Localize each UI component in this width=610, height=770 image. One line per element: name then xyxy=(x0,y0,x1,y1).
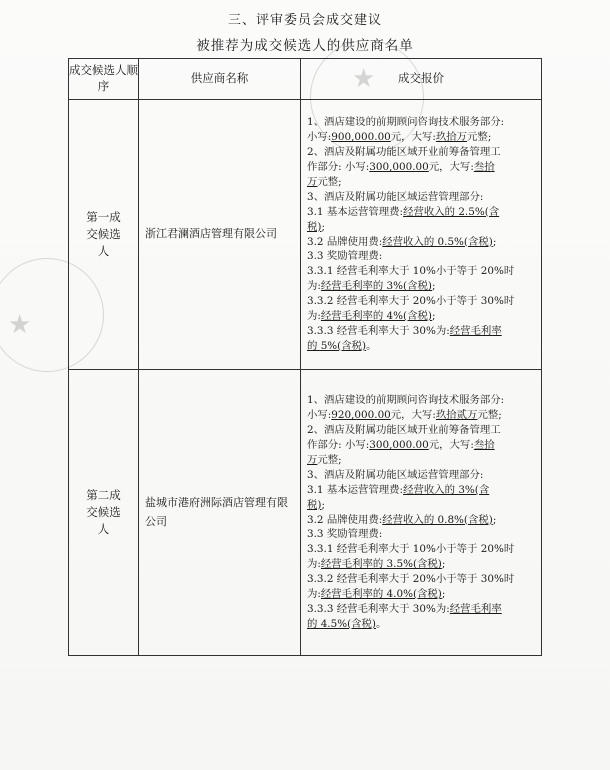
offer-line: 2、酒店及附属功能区域开业前筹备管理工 xyxy=(307,424,501,437)
supplier-cell: 浙江君澜酒店管理有限公司 xyxy=(139,100,301,370)
table-row xyxy=(69,370,542,656)
header-offer: 成交报价 xyxy=(301,59,542,100)
offer-line: 3.3 奖励管理费: xyxy=(307,250,383,263)
header-supplier: 供应商名称 xyxy=(139,59,301,100)
offer-line: 3.3.1 经营毛利率大于 10%小于等于 20%时 xyxy=(307,543,515,556)
seal-star-icon: ★ xyxy=(8,310,32,340)
offer-line: 3.2 品牌使用费:经营收入的 0.5%(含税); xyxy=(307,235,497,248)
offer-line: 小写:900,000.00元，大写:玖拾万元整; xyxy=(307,131,492,144)
offer-line: 小写:920,000.00元，大写:玖拾贰万元整; xyxy=(307,409,502,422)
seal-star-icon: ★ xyxy=(352,64,376,94)
header-rank: 成交候选人顺序 xyxy=(69,59,139,100)
offer-line: 为:经营毛利率的 4.0%(含税); xyxy=(307,588,446,601)
section-title: 三、评审委员会成交建议 xyxy=(227,13,382,28)
offer-cell xyxy=(301,370,542,656)
offer-line: 1、酒店建设的前期顾问咨询技术服务部分: xyxy=(307,116,505,129)
offer-line: 为:经营毛利率的 4%(含税); xyxy=(307,310,436,323)
offer-line: 3.2 品牌使用费:经营收入的 0.8%(含税); xyxy=(307,513,497,526)
offer-line: 3.3.2 经营毛利率大于 20%小于等于 30%时 xyxy=(307,573,515,586)
offer-line: 作部分: 小写:300,000.00元，大写:叁拾 xyxy=(307,438,495,451)
offer-line: 3.3.3 经营毛利率大于 30%为:经营毛利率 xyxy=(307,602,502,615)
candidate-table xyxy=(68,58,542,656)
offer-line: 税); xyxy=(307,498,325,511)
offer-line: 税); xyxy=(307,220,325,233)
offer-line: 3.3.3 经营毛利率大于 30%为:经营毛利率 xyxy=(307,324,502,337)
offer-cell xyxy=(301,100,542,370)
offer-line: 为:经营毛利率的 3%(含税); xyxy=(307,280,436,293)
offer-line: 3.3.1 经营毛利率大于 10%小于等于 20%时 xyxy=(307,265,515,278)
offer-line: 万元整; xyxy=(307,453,342,466)
rank-cell xyxy=(69,100,139,370)
offer-line: 万元整; xyxy=(307,175,342,188)
rank-text: 第一成交候选人 xyxy=(86,209,121,259)
offer-line: 3.1 基本运营管理费:经营收入的 3%(含 xyxy=(307,483,490,496)
offer-line: 3、酒店及附属功能区域运营管理部分: xyxy=(307,190,484,203)
table-row xyxy=(69,100,542,370)
offer-line: 2、酒店及附属功能区域开业前筹备管理工 xyxy=(307,146,501,159)
table-title: 被推荐为成交候选人的供应商名单 xyxy=(196,38,414,54)
offer-line: 作部分: 小写:300,000.00元，大写:叁拾 xyxy=(307,160,495,173)
supplier-cell: 盐城市港府洲际酒店管理有限公司 xyxy=(139,370,301,656)
offer-line: 为:经营毛利率的 3.5%(含税); xyxy=(307,558,446,571)
offer-line: 3.1 基本运营管理费:经营收入的 2.5%(含 xyxy=(307,205,500,218)
offer-line: 1、酒店建设的前期顾问咨询技术服务部分: xyxy=(307,394,505,407)
offer-line: 的 4.5%(含税)。 xyxy=(307,617,387,630)
offer-line: 3.3.2 经营毛利率大于 20%小于等于 30%时 xyxy=(307,295,515,308)
rank-cell xyxy=(69,370,139,656)
offer-line: 3、酒店及附属功能区域运营管理部分: xyxy=(307,468,484,481)
table-header-row xyxy=(69,59,542,100)
offer-line: 3.3 奖励管理费: xyxy=(307,528,383,541)
rank-text: 第二成交候选人 xyxy=(86,487,121,537)
offer-line: 的 5%(含税)。 xyxy=(307,339,377,352)
